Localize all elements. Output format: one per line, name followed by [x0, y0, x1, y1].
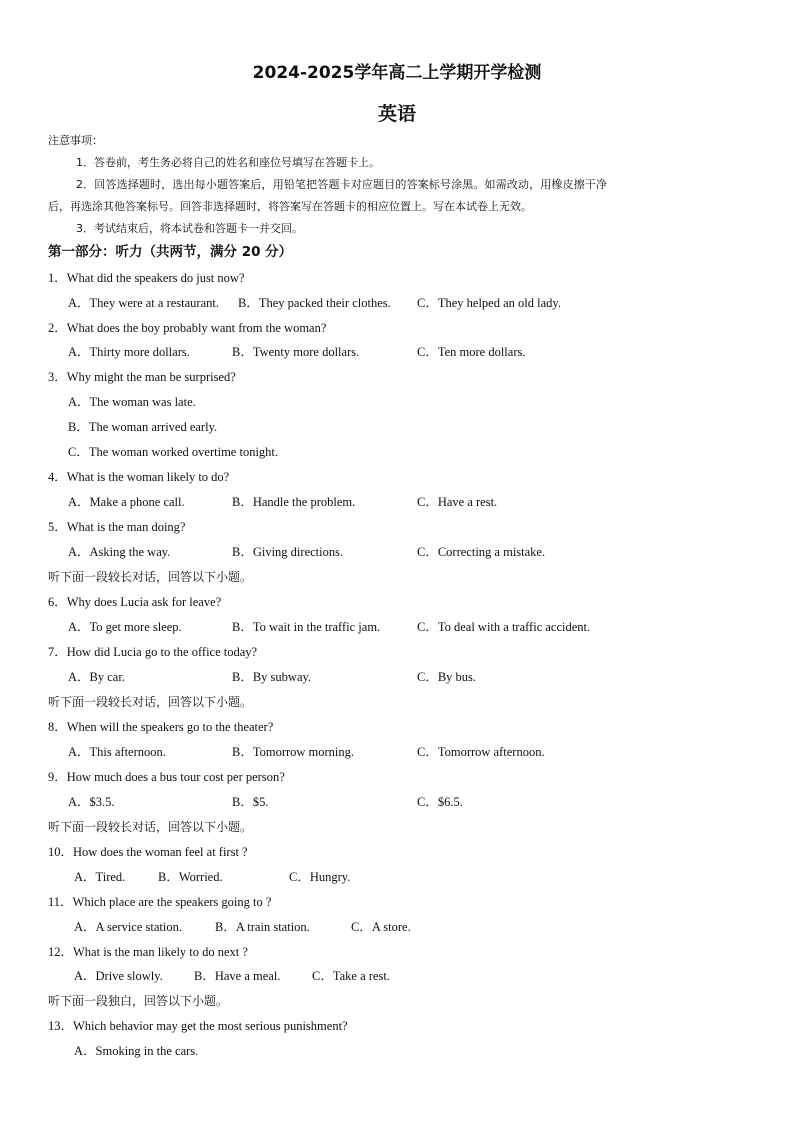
- option-a: A．They were at a restaurant.: [68, 296, 219, 310]
- option-c: C．Tomorrow afternoon.: [417, 745, 545, 759]
- option-b: B．$5.: [232, 795, 269, 809]
- option-c: C．Ten more dollars.: [417, 345, 526, 359]
- exam-subject: 英语: [377, 103, 416, 125]
- option-b: B．Have a meal.: [194, 969, 281, 983]
- question-text: 2．What does the boy probably want from the woman?: [48, 321, 327, 335]
- option-c: C．To deal with a traffic accident.: [417, 620, 591, 634]
- option-c: C．They helped an old lady.: [417, 296, 561, 310]
- question-text: 7．How did Lucia go to the office today?: [48, 645, 258, 659]
- notes-item: 1．答卷前，考生务必将自己的姓名和座位号填写在答题卡上。: [76, 156, 380, 169]
- question-text: 9．How much does a bus tour cost per person?: [48, 770, 285, 784]
- option-a: A．A service station.: [74, 920, 182, 934]
- dialog-intro: 听下面一段较长对话，回答以下小题。: [48, 820, 253, 834]
- section-title: 第一部分：听力（共两节，满分 20 分）: [48, 244, 293, 260]
- question-text: 3．Why might the man be surprised?: [48, 370, 236, 384]
- question-text: 13．Which behavior may get the most serious punishment?: [48, 1019, 348, 1033]
- question-text: 12．What is the man likely to do next ?: [48, 945, 248, 959]
- option-c: C．The woman worked overtime tonight.: [68, 445, 279, 459]
- option-c: C．Correcting a mistake.: [417, 545, 546, 559]
- question-text: 6．Why does Lucia ask for leave?: [48, 595, 222, 609]
- option-c: C．Hungry.: [289, 870, 351, 884]
- option-b: B．Handle the problem.: [232, 495, 356, 509]
- dialog-intro: 听下面一段较长对话，回答以下小题。: [48, 570, 253, 584]
- option-a: A．This afternoon.: [68, 745, 166, 759]
- option-b: B．To wait in the traffic jam.: [232, 620, 381, 634]
- option-b: B．Giving directions.: [232, 545, 344, 559]
- question-text: 4．What is the woman likely to do?: [48, 470, 230, 484]
- option-b: B．Tomorrow morning.: [232, 745, 355, 759]
- option-a: A．The woman was late.: [68, 395, 196, 409]
- option-a: A．Asking the way.: [68, 545, 171, 559]
- option-a: A．Thirty more dollars.: [68, 345, 190, 359]
- option-b: B．They packed their clothes.: [238, 296, 391, 310]
- question-text: 1．What did the speakers do just now?: [48, 271, 245, 285]
- dialog-intro: 听下面一段较长对话，回答以下小题。: [48, 695, 253, 709]
- option-c: C．Take a rest.: [312, 969, 390, 983]
- option-b: B．Worried.: [158, 870, 223, 884]
- option-c: C．$6.5.: [417, 795, 463, 809]
- option-a: A．Make a phone call.: [68, 495, 185, 509]
- option-c: C．Have a rest.: [417, 495, 498, 509]
- option-b: B．By subway.: [232, 670, 312, 684]
- question-text: 11．Which place are the speakers going to ?: [48, 895, 272, 909]
- option-a: A．$3.5.: [68, 795, 115, 809]
- option-a: A．To get more sleep.: [68, 620, 182, 634]
- option-a: A．Smoking in the cars.: [74, 1044, 199, 1058]
- question-text: 8．When will the speakers go to the theater?: [48, 720, 274, 734]
- notes-item: 3．考试结束后，将本试卷和答题卡一并交回。: [76, 222, 303, 235]
- notes-item: 2．回答选择题时，选出每小题答案后，用铅笔把答题卡对应题目的答案标号涂黑。如需改动，用橡皮擦干净: [76, 178, 608, 191]
- question-text: 5．What is the man doing?: [48, 520, 186, 534]
- notes-item: 后，再选涂其他答案标号。回答非选择题时，将答案写在答题卡的相应位置上。写在本试卷上无效。: [48, 200, 532, 213]
- option-c: C．By bus.: [417, 670, 477, 684]
- option-b: B．The woman arrived early.: [68, 420, 218, 434]
- option-a: A．Drive slowly.: [74, 969, 163, 983]
- option-b: B．Twenty more dollars.: [232, 345, 360, 359]
- option-a: A．Tired.: [74, 870, 126, 884]
- option-b: B．A train station.: [215, 920, 310, 934]
- notes-heading: 注意事项：: [48, 134, 103, 147]
- option-a: A．By car.: [68, 670, 125, 684]
- exam-title: 2024-2025学年高二上学期开学检测: [252, 63, 542, 83]
- option-c: C．A store.: [351, 920, 411, 934]
- monolog-intro: 听下面一段独白，回答以下小题。: [48, 994, 229, 1008]
- question-text: 10．How does the woman feel at first ?: [48, 845, 248, 859]
